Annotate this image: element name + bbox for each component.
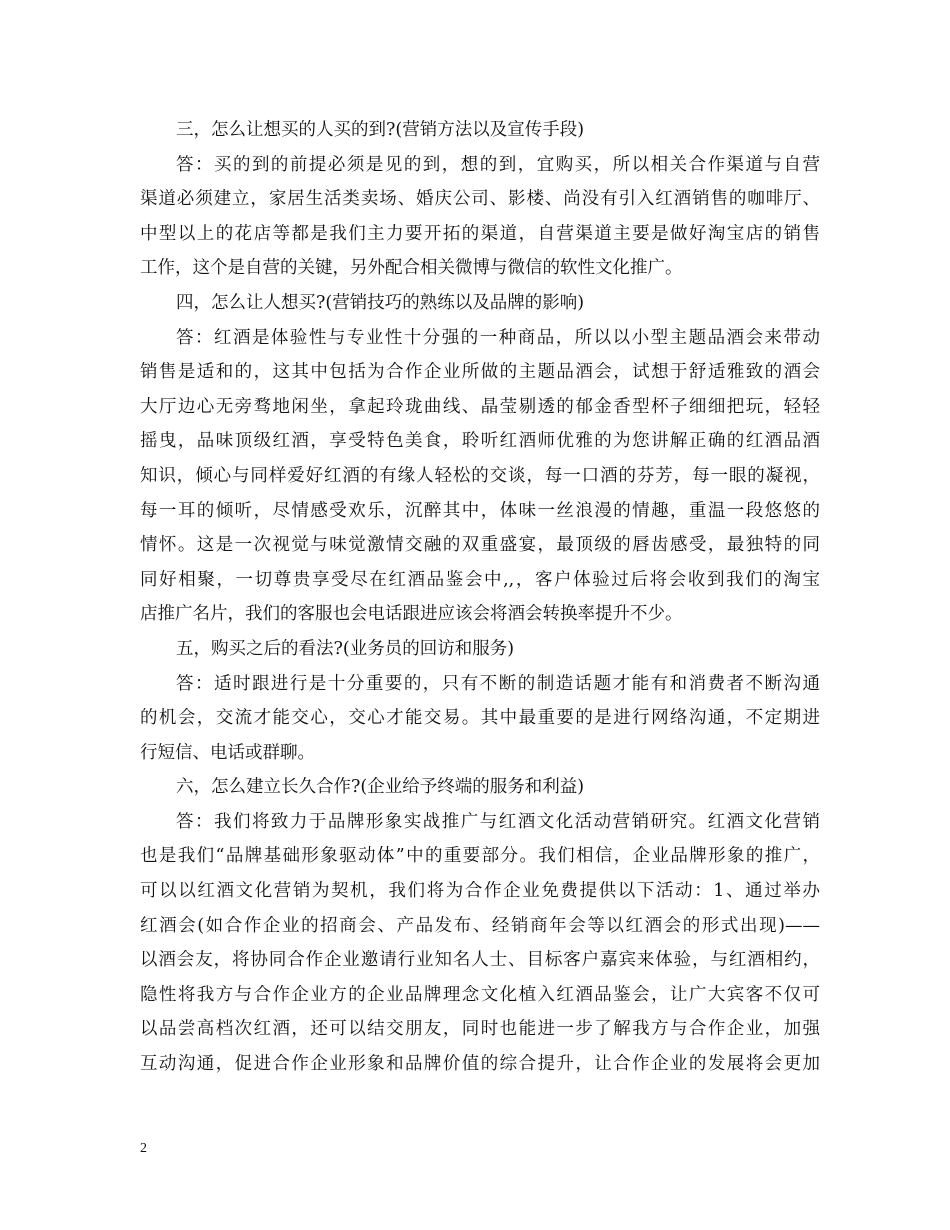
text-line: 渠道必须建立，家居生活类卖场、婚庆公司、影楼、尚没有引入红酒销售的咖啡厅、 bbox=[140, 189, 820, 210]
text-line: 工作，这个是自营的关键，另外配合相关微博与微信的软性文化推广。 bbox=[140, 258, 683, 279]
document-body bbox=[140, 113, 820, 1082]
text-line: 以酒会友，将协同合作企业邀请行业知名人士、目标客户嘉宾来体验，与红酒相约， bbox=[140, 950, 820, 971]
text-line: 隐性将我方与合作企业方的企业品牌理念文化植入红酒品鉴会，让广大宾客不仅可 bbox=[140, 984, 820, 1005]
text-line: 答：红酒是体验性与专业性十分强的一种商品，所以以小型主题品酒会来带动 bbox=[176, 327, 820, 348]
text-line: 四，怎么让人想买?(营销技巧的熟练以及品牌的影响) bbox=[176, 292, 585, 313]
text-line: 大厅边心无旁骛地闲坐，拿起玲珑曲线、晶莹剔透的郁金香型杯子细细把玩，轻轻 bbox=[140, 396, 820, 417]
text-line: 可以以红酒文化营销为契机，我们将为合作企业免费提供以下活动：1、通过举办 bbox=[140, 881, 820, 902]
page-number: 2 bbox=[140, 1141, 147, 1156]
text-line: 答：买的到的前提必须是见的到，想的到，宜购买，所以相关合作渠道与自营 bbox=[176, 154, 820, 175]
text-line: 行短信、电话或群聊。 bbox=[140, 742, 315, 763]
text-line: 答：适时跟进行是十分重要的，只有不断的制造话题才能有和消费者不断沟通 bbox=[176, 673, 820, 694]
text-line: 同好相聚，一切尊贵享受尽在红酒品鉴会中,,，客户体验过后将会收到我们的淘宝 bbox=[140, 569, 820, 590]
text-line: 的机会，交流才能交心，交心才能交易。其中最重要的是进行网络沟通，不定期进 bbox=[140, 708, 820, 729]
text-line: 五，购买之后的看法?(业务员的回访和服务) bbox=[176, 638, 515, 659]
text-line: 情怀。这是一次视觉与味觉激情交融的双重盛宴，最顶级的唇齿感受，最独特的同 bbox=[140, 535, 820, 556]
text-line: 答：我们将致力于品牌形象实战推广与红酒文化活动营销研究。红酒文化营销 bbox=[176, 811, 820, 832]
text-line: 六，怎么建立长久合作?(企业给予终端的服务和利益) bbox=[176, 777, 585, 798]
text-line: 每一耳的倾听，尽情感受欢乐，沉醉其中，体味一丝浪漫的情趣，重温一段悠悠的 bbox=[140, 500, 820, 521]
text-line: 知识，倾心与同样爱好红酒的有缘人轻松的交谈，每一口酒的芬芳，每一眼的凝视， bbox=[140, 465, 820, 486]
text-line: 中型以上的花店等都是我们主力要开拓的渠道，自营渠道主要是做好淘宝店的销售 bbox=[140, 223, 820, 244]
text-line: 互动沟通，促进合作企业形象和品牌价值的综合提升，让合作企业的发展将会更加 bbox=[140, 1054, 820, 1075]
text-line: 三，怎么让想买的人买的到?(营销方法以及宣传手段) bbox=[176, 120, 585, 140]
text-line: 红酒会(如合作企业的招商会、产品发布、经销商年会等以红酒会的形式出现)—— bbox=[140, 915, 820, 936]
text-line: 也是我们“品牌基础形象驱动体”中的重要部分。我们相信，企业品牌形象的推广， bbox=[140, 846, 820, 867]
text-line: 以品尝高档次红酒，还可以结交朋友，同时也能进一步了解我方与合作企业，加强 bbox=[140, 1019, 820, 1040]
text-line: 摇曳，品味顶级红酒，享受特色美食，聆听红酒师优雅的为您讲解正确的红酒品酒 bbox=[140, 431, 820, 452]
text-line: 店推广名片，我们的客服也会电话跟进应该会将酒会转换率提升不少。 bbox=[140, 604, 683, 625]
text-line: 销售是适和的，这其中包括为合作企业所做的主题品酒会，试想于舒适雅致的酒会 bbox=[140, 362, 820, 383]
